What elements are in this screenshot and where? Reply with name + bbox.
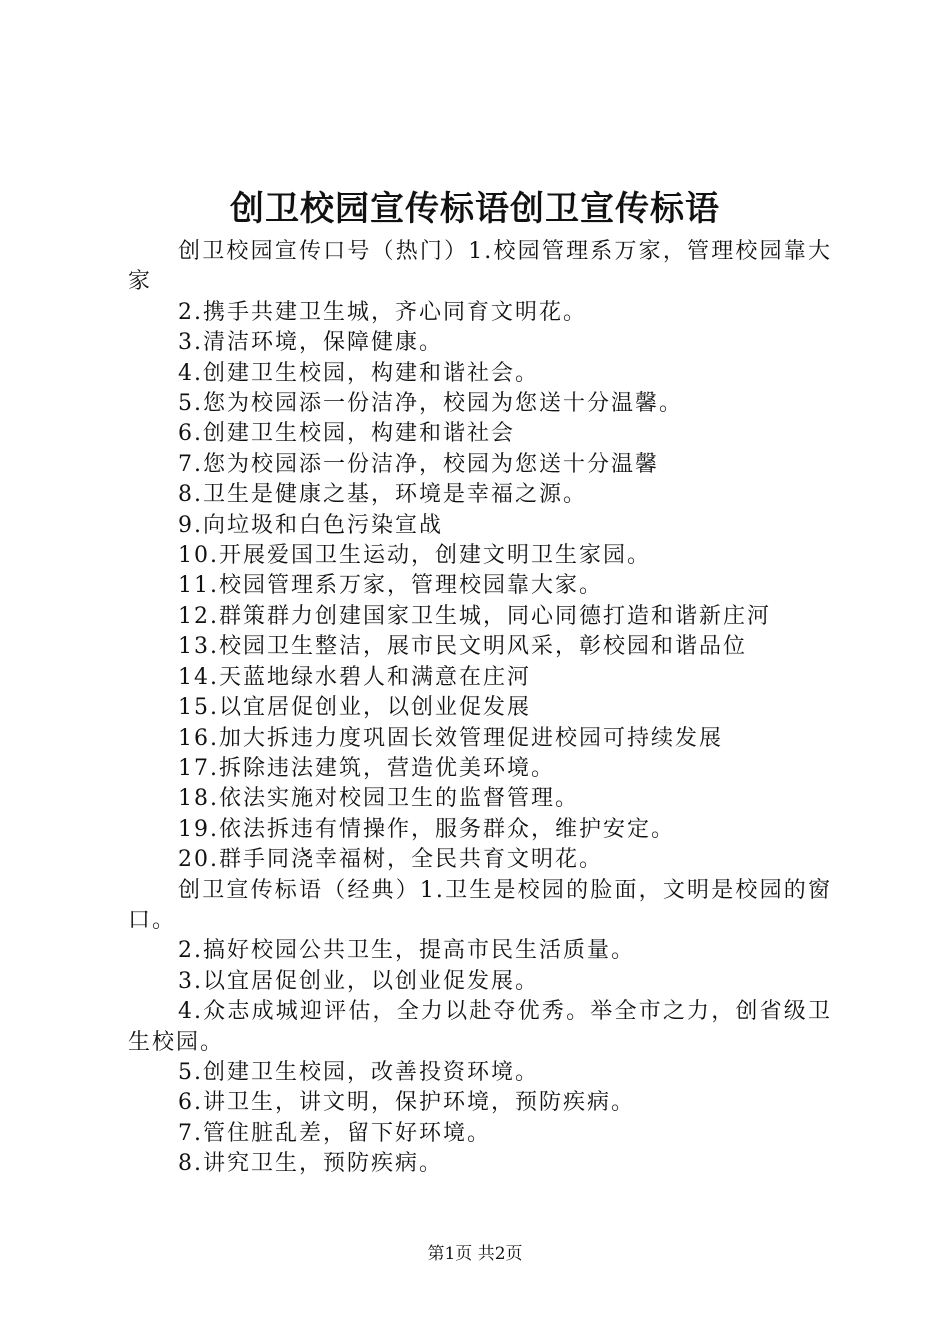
paragraph: 5.您为校园添一份洁净，校园为您送十分温馨。 bbox=[178, 391, 683, 417]
paragraph: 10.开展爱国卫生运动，创建文明卫生家园。 bbox=[178, 543, 651, 569]
paragraph: 2.搞好校园公共卫生，提高市民生活质量。 bbox=[178, 938, 635, 964]
paragraph: 17.拆除违法建筑，营造优美环境。 bbox=[178, 755, 555, 781]
paragraph: 3.清洁环境，保障健康。 bbox=[178, 330, 443, 356]
paragraph: 6.讲卫生，讲文明，保护环境，预防疾病。 bbox=[178, 1090, 635, 1116]
paragraph: 19.依法拆违有情操作，服务群众，维护安定。 bbox=[178, 816, 675, 842]
paragraph: 9.向垃圾和白色污染宣战 bbox=[178, 512, 443, 538]
paragraph: 8.卫生是健康之基，环境是幸福之源。 bbox=[178, 482, 587, 508]
paragraph: 20.群手同浇幸福树，全民共育文明花。 bbox=[178, 847, 603, 873]
paragraph: 11.校园管理系万家，管理校园靠大家。 bbox=[178, 573, 603, 599]
paragraph: 18.依法实施对校园卫生的监督管理。 bbox=[178, 786, 579, 812]
paragraph: 3.以宜居促创业，以创业促发展。 bbox=[178, 968, 539, 994]
paragraph: 14.天蓝地绿水碧人和满意在庄河 bbox=[178, 664, 531, 690]
document-title: 创卫校园宣传标语创卫宣传标语 bbox=[230, 189, 720, 229]
paragraph: 13.校园卫生整洁，展市民文明风采，彰校园和谐品位 bbox=[178, 634, 747, 660]
paragraph: 7.您为校园添一份洁净，校园为您送十分温馨 bbox=[178, 451, 659, 477]
paragraph: 创卫宣传标语（经典）1.卫生是校园的脸面，文明是校园的窗口。 bbox=[128, 877, 832, 933]
paragraph: 7.管住脏乱差，留下好环境。 bbox=[178, 1120, 491, 1146]
paragraph: 12.群策群力创建国家卫生城，同心同德打造和谐新庄河 bbox=[178, 603, 771, 629]
paragraph: 6.创建卫生校园，构建和谐社会 bbox=[178, 421, 515, 447]
paragraph: 4.创建卫生校园，构建和谐社会。 bbox=[178, 360, 539, 386]
paragraph: 创卫校园宣传口号（热门）1.校园管理系万家，管理校园靠大家 bbox=[128, 239, 832, 295]
paragraph: 2.携手共建卫生城，齐心同育文明花。 bbox=[178, 299, 587, 325]
paragraph: 15.以宜居促创业，以创业促发展 bbox=[178, 695, 531, 721]
paragraph: 4.众志成城迎评估，全力以赴夺优秀。举全市之力，创省级卫生校园。 bbox=[128, 999, 832, 1055]
document-body bbox=[128, 237, 832, 1180]
paragraph: 16.加大拆违力度巩固长效管理促进校园可持续发展 bbox=[178, 725, 723, 751]
paragraph: 5.创建卫生校园，改善投资环境。 bbox=[178, 1059, 539, 1085]
paragraph: 8.讲究卫生，预防疾病。 bbox=[178, 1151, 443, 1177]
page-footer: 第1页 共2页 bbox=[427, 1244, 523, 1264]
